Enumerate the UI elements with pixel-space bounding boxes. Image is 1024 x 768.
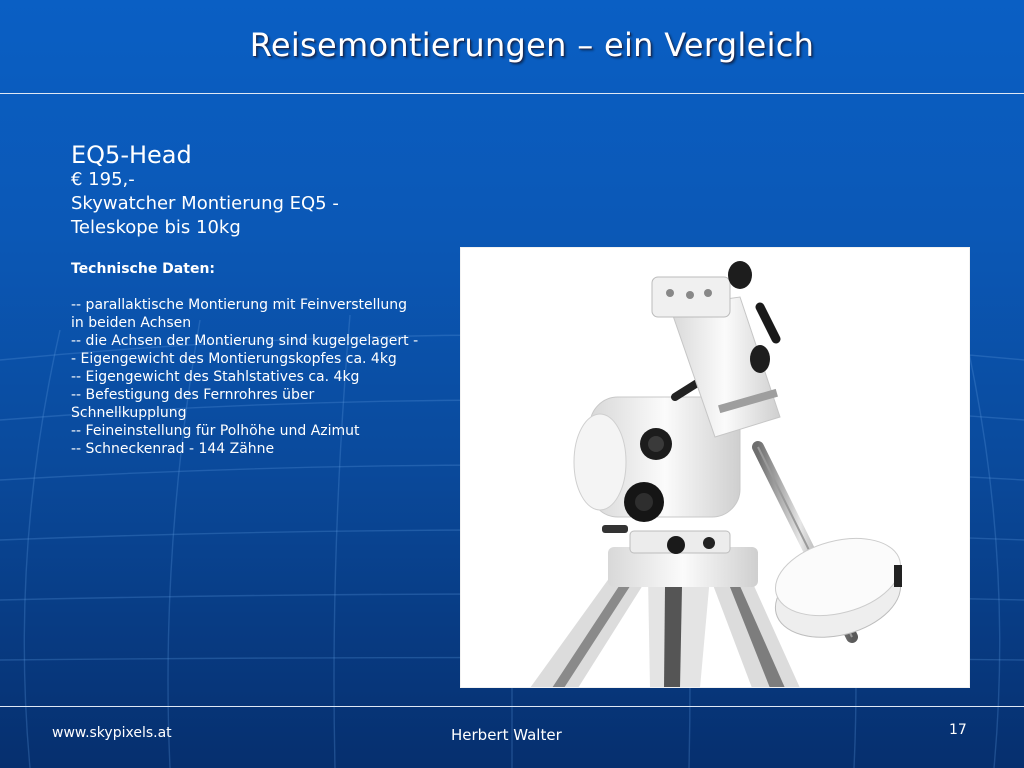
list-item: in beiden Achsen bbox=[71, 315, 192, 331]
list-item: Schnellkupplung bbox=[71, 405, 187, 421]
list-item: -- Befestigung des Fernrohres über bbox=[71, 387, 315, 403]
page-number: 17 bbox=[949, 722, 967, 738]
list-item: - Eigengewicht des Montierungskopfes ca. 4kg bbox=[71, 351, 397, 367]
footer-website: www.skypixels.at bbox=[52, 725, 172, 741]
footer-author: Herbert Walter bbox=[451, 726, 562, 744]
description-line-2: Teleskope bis 10kg bbox=[71, 217, 241, 238]
list-item: -- Eigengewicht des Stahlstatives ca. 4kg bbox=[71, 369, 360, 385]
list-item: -- die Achsen der Montierung sind kugelgelagert - bbox=[71, 333, 419, 349]
list-item: -- parallaktische Montierung mit Feinverstellung bbox=[71, 297, 408, 313]
description-line-1: Skywatcher Montierung EQ5 - bbox=[71, 193, 339, 214]
content-block bbox=[71, 142, 451, 458]
tech-data-heading: Technische Daten: bbox=[71, 261, 216, 277]
slide-title: Reisemontierungen – ein Vergleich bbox=[249, 26, 815, 64]
price: € 195,- bbox=[71, 169, 135, 190]
top-divider bbox=[0, 93, 1024, 94]
mount-photo bbox=[460, 247, 970, 688]
list-item: -- Schneckenrad - 144 Zähne bbox=[71, 441, 275, 457]
tech-data-list bbox=[71, 296, 451, 458]
product-name: EQ5-Head bbox=[71, 141, 192, 169]
telescope-mount-image bbox=[460, 247, 970, 688]
list-item: -- Feineinstellung für Polhöhe und Azimut bbox=[71, 423, 360, 439]
bottom-divider bbox=[0, 706, 1024, 707]
